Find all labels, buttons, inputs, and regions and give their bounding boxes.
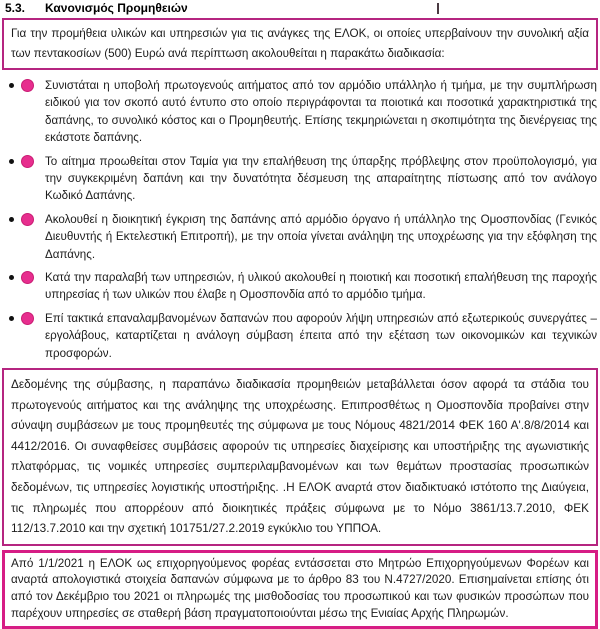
bullet-text: Συνιστάται η υποβολή πρωτογενούς αιτήματος από τον αρμόδιο υπάλληλο ή τμήμα, με την συμπλήρωση ειδικού για τον σκοπό αυτό έντυπο στο οποίο περιγράφονται τα ποιοτικά και ποσοτικά χαρακτηριστικά της δαπάνης, το συνολικό κόστος και ο Προμηθευτής. Επίσης τεκμηριώνεται η σκοπιμότητα της διενέργειας της εκάστοτε δαπάνης. xyxy=(45,79,597,145)
contract-procedure-text: Δεδομένης της σύμβασης, η παραπάνω διαδικασία προμηθειών μεταβάλλεται όσον αφορά τα στάδια του πρωτογενούς αιτήματος και της ανάληψης της υποχρέωσης. Επιπροσθέτως η Ομοσπονδία προβαίνει στην σύναψη συμβάσεων με τους προμηθευτές της σύμφωνα με τους Νόμους 4821/2014 ΦΕΚ 160 Α'.8/8/2014 και 4412/2016. Οι συναφθείσες συμβάσεις αφορούν τις υπηρεσίες διαχείρισης και υποστήριξης της αγωνιστικής πλατφόρμας, τις νομικές υπηρεσίες συμπεριλαμβανομένων και των θεμάτων προστασίας προσωπικών δεδομένων, τις υπηρεσίες λογιστικής υποστήριξης. .Η ΕΛΟΚ αναρτά στον διαδικτυακό ιστότοπο της Διαύγεια, τις πληρωμές που απορρέουν από διοικητικές πράξεις σύμφωνα με το Νόμο 3861/13.7.2010, ΦΕΚ 112/13.7.2010 και την σχετική 101751/27.2.2019 εγκύκλιο του ΥΠΠΟΑ. xyxy=(11,377,589,536)
bullet-item xyxy=(0,77,600,147)
bullet-text: Επί τακτικά επαναλαμβανομένων δαπανών που αφορούν λήψη υπηρεσιών από εξωτερικούς συνεργάτες – εργολάβους, καταρτίζεται η ανάλογη σύμβαση έπειτα από την εξέταση των οικονομικών και τεχνικών προσφορών. xyxy=(45,311,597,360)
section-number: 5.3. xyxy=(5,1,26,15)
section-title: Κανονισμός Προμηθειών xyxy=(45,1,188,15)
bullet-dot-icon xyxy=(9,159,14,164)
bullet-item xyxy=(0,269,600,304)
bullet-circle-icon xyxy=(21,213,34,226)
bullet-dot-icon xyxy=(9,275,14,280)
bullet-list xyxy=(0,77,600,362)
comment-anchor-mark xyxy=(437,3,439,14)
section-heading xyxy=(0,0,600,17)
bullet-dot-icon xyxy=(9,83,14,88)
bullet-circle-icon xyxy=(21,79,34,92)
bullet-text: Ακολουθεί η διοικητική έγκριση της δαπάνης από αρμόδιο όργανο ή υπάλληλο της Ομοσπονδίας (Γενικός Διευθυντής ή Εκτελεστική Επιτροπή), με την οποία γίνεται ανάληψη της υποχρέωσης για την εξόφληση της Δαπάνης. xyxy=(45,212,597,261)
funding-registry-text: Από 1/1/2021 η ΕΛΟΚ ως επιχορηγούμενος φορέας εντάσσεται στο Μητρώο Επιχορηγούμενων Φορέων και αναρτά απολογιστικά στοιχεία δαπανών σύμφωνα με το άρθρο 83 του Ν.4727/2020. Επισημαίνεται επίσης ότι από τον Δεκέμβριο του 2021 οι πληρωμές της μισθοδοσίας του προσωπικού και των φυσικών προσώπων που παρέχουν υπηρεσίες σε σταθερή βάση πραγματοποιούνται μέσω της Ενιαίας Αρχής Πληρωμών. xyxy=(11,556,589,620)
bullet-text: Κατά την παραλαβή των υπηρεσιών, ή υλικού ακολουθεί η ποιοτική και ποσοτική επαλήθευση της παροχής υπηρεσίας ή των υλικών που έλαβε η Ομοσπονδία από το αρμόδιο τμήμα. xyxy=(45,271,597,302)
bullet-circle-icon xyxy=(21,271,34,284)
contract-procedure-box xyxy=(2,368,598,546)
intro-box xyxy=(2,18,598,70)
bullet-dot-icon xyxy=(9,316,14,321)
bullet-item xyxy=(0,211,600,263)
bullet-dot-icon xyxy=(9,217,14,222)
bullet-text: Το αίτημα προωθείται στον Ταμία για την επαλήθευση της ύπαρξης πρόβλεψης στον προϋπολογισμό, για την συγκεκριμένη δαπάνη και την δυνατότητα δέσμευση της απαραίτητης πίστωσης από τον ανάλογο Κωδικό Δαπάνης. xyxy=(45,154,597,203)
bullet-item xyxy=(0,153,600,205)
funding-registry-box xyxy=(2,550,598,629)
intro-box-text: Για την προμήθεια υλικών και υπηρεσιών για τις ανάγκες της ΕΛΟΚ, οι οποίες υπερβαίνουν την συνολική αξία των πεντακοσίων (500) Ευρώ ανά περίπτωση ακολουθείται η παρακάτω διαδικασία: xyxy=(11,27,589,60)
bullet-item xyxy=(0,310,600,362)
bullet-circle-icon xyxy=(21,312,34,325)
bullet-circle-icon xyxy=(21,155,34,168)
